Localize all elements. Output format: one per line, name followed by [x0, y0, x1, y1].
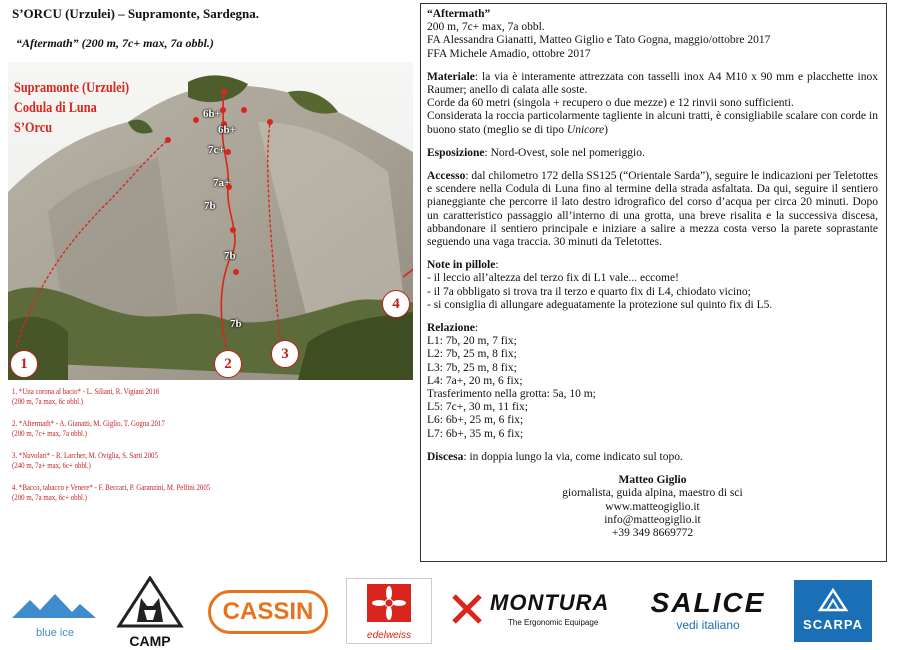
route-stats: 200 m, 7c+ max, 7a obbl.: [427, 21, 545, 34]
route-number-1: 1: [10, 350, 38, 378]
montura-x-icon: [450, 592, 484, 626]
mountain-icon: [10, 590, 100, 620]
edelweiss-logo: [346, 578, 432, 644]
pitch-line: L2: 7b, 25 m, 8 fix;: [427, 348, 517, 361]
author-email[interactable]: info@matteogiglio.it: [604, 513, 701, 526]
pitch-line: L4: 7a+, 20 m, 6 fix;: [427, 374, 523, 387]
pitch-line: Trasferimento nella grotta: 5a, 10 m;: [427, 388, 596, 401]
section-text: Corde da 60 metri (singola + recupero o due mezze) e 12 rinvii sono sufficienti.: [427, 97, 794, 110]
legend-details: (200 m, 7c+ max, 7a obbl.): [12, 429, 87, 438]
pitch-grade: 6b+: [203, 108, 221, 120]
route-legend: [12, 387, 352, 515]
page-title: S’ORCU (Urzulei) – Supramonte, Sardegna.: [12, 6, 259, 21]
scarpa-logo: [794, 580, 872, 642]
legend-details: (240 m, 7a+ max, 6c+ obbl.): [12, 461, 91, 470]
cassin-logo: [208, 590, 328, 634]
scarpa-mountain-icon: [818, 586, 848, 612]
section-text: : in doppia lungo la via, come indicato sul topo.: [463, 450, 683, 463]
section-heading: Esposizione: [427, 146, 485, 159]
blueice-logo: [10, 590, 100, 640]
salice-name: SALICE: [650, 587, 766, 618]
section-text: :: [495, 259, 499, 272]
section-italic: Unicore: [566, 123, 605, 136]
author-name: Matteo Giglio: [618, 474, 687, 487]
section-heading: Relazione: [427, 322, 475, 335]
montura-logo: [450, 590, 630, 634]
author-website[interactable]: www.matteogiglio.it: [605, 500, 700, 513]
camp-name: CAMP: [129, 633, 171, 649]
montura-tagline: The Ergonomic Equipage: [508, 618, 599, 627]
route-number-4: 4: [382, 290, 410, 318]
camp-logo: [115, 576, 185, 649]
section-heading: Materiale: [427, 70, 475, 83]
section-heading: Accesso: [427, 170, 466, 183]
legend-route: 4. *Bacco, tabacco e Venere* - F. Beccari, P. Garanzini, M. Pelfini 2005: [12, 483, 211, 492]
section-text: : dal chilometro 172 della SS125 (“Orientale Sarda”), seguire le indicazioni per Teletottes e scendere nella Codula di Luna fino al termine della strada asfaltata. Da qui, seguire il sentiero pianeggiante che percorre il lato destro idrografico del corso d’acqua per circa 20 minuti. Dopo un caratteristico passaggio all’interno di una grotta, una breve risalita e la successiva discesa, abbandonare il sentiero principale e iniziare a salire a mezza costa verso la parete soprastante seguendo una vaga traccia. 30 minuti da Teletottes.: [427, 170, 878, 249]
relazione-section: [427, 322, 878, 441]
materiale-section: [427, 71, 878, 137]
topo-photo: [8, 62, 413, 380]
pitch-grade: 6b+: [218, 124, 236, 136]
route-number-2: 2: [214, 350, 242, 378]
legend-entry: [12, 451, 352, 471]
legend-route: 1. *Una corona al bacio* - L. Siliani, R. Vigiani 2016: [12, 387, 160, 396]
pitch-line: L5: 7c+, 30 m, 11 fix;: [427, 401, 528, 414]
cassin-name: CASSIN: [222, 598, 314, 625]
legend-entry: [12, 387, 352, 407]
legend-entry: [12, 483, 352, 503]
route-header: [427, 8, 878, 61]
pitch-line: L1: 7b, 20 m, 7 fix;: [427, 335, 517, 348]
pitch-grade: 7a+: [213, 177, 231, 189]
note-item: - il 7a obbligato si trova tra il terzo e quarto fix di L4, chiodato vicino;: [427, 285, 751, 298]
route-number-3: 3: [271, 340, 299, 368]
route-subtitle: “Aftermath” (200 m, 7c+ max, 7a obbl.): [16, 36, 214, 50]
author-role: giornalista, guida alpina, maestro di sci: [562, 487, 743, 500]
route-info-box: [420, 3, 887, 562]
discesa-section: [427, 451, 878, 464]
pitch-line: L6: 6b+, 25 m, 6 fix;: [427, 414, 524, 427]
route-name: “Aftermath”: [427, 8, 491, 20]
first-free-ascent: FFA Michele Amadio, ottobre 2017: [427, 47, 591, 60]
note-item: - il leccio all’altezza del terzo fix di L1 vale... eccome!: [427, 272, 679, 285]
legend-route: 2. *Aftermath* - A. Gianatti, M. Giglio, T. Gogna 2017: [12, 419, 165, 428]
accesso-section: [427, 170, 878, 249]
salice-tagline: vedi italiano: [676, 618, 740, 632]
section-text: : Nord-Ovest, sole nel pomeriggio.: [484, 146, 645, 159]
pitch-grade: 7b: [224, 250, 236, 262]
section-text: Considerata la roccia particolarmente tagliente in alcuni tratti, è consigliabile scalare con corde in buono stato (meglio se di tipo: [427, 110, 878, 136]
montura-name: MONTURA: [490, 590, 610, 615]
section-text: : la via è interamente attrezzata con tasselli inox A4 M10 x 90 mm e placchette inox Raumer; anello di calata alle soste.: [427, 70, 878, 97]
note-item: - si consiglia di allungare adeguatamente la protezione sul quinto fix di L5.: [427, 298, 773, 311]
edelweiss-flower-icon: [364, 581, 414, 625]
pitch-line: L3: 7b, 25 m, 8 fix;: [427, 361, 517, 374]
label-line: Supramonte (Urzulei): [14, 80, 130, 96]
author-signature: [427, 474, 878, 540]
pitch-line: L7: 6b+, 35 m, 6 fix;: [427, 427, 524, 440]
scarpa-name: SCARPA: [803, 617, 863, 632]
husky-icon: [115, 576, 185, 628]
section-text: ): [604, 123, 609, 136]
esposizione-section: [427, 147, 878, 160]
blueice-name: blue ice: [36, 627, 74, 639]
pitch-grade: 7b: [230, 318, 242, 330]
section-heading: Discesa: [427, 450, 464, 463]
label-line: S’Orcu: [14, 120, 53, 136]
legend-route: 3. *Nuvolari* - R. Larcher, M. Oviglia, S. Sarti 2005: [12, 451, 158, 460]
sponsor-logos: [0, 574, 900, 650]
legend-details: (200 m, 7a max, 6c+ obbl.): [12, 493, 87, 502]
edelweiss-name: edelweiss: [367, 630, 411, 641]
photo-location-label: [14, 78, 129, 138]
first-ascent: FA Alessandra Gianatti, Matteo Giglio e Tato Gogna, maggio/ottobre 2017: [427, 34, 771, 47]
pitch-grade: 7c+: [208, 144, 225, 156]
pitch-grade: 7b: [204, 200, 216, 212]
section-text: :: [474, 322, 479, 335]
legend-details: (200 m, 7a max, 6c obbl.): [12, 397, 84, 406]
author-phone: +39 349 8669772: [611, 526, 694, 539]
label-line: Codula di Luna: [14, 100, 97, 116]
salice-logo: [638, 588, 778, 638]
section-heading: Note in pillole: [427, 259, 496, 272]
note-section: [427, 259, 878, 312]
legend-entry: [12, 419, 352, 439]
